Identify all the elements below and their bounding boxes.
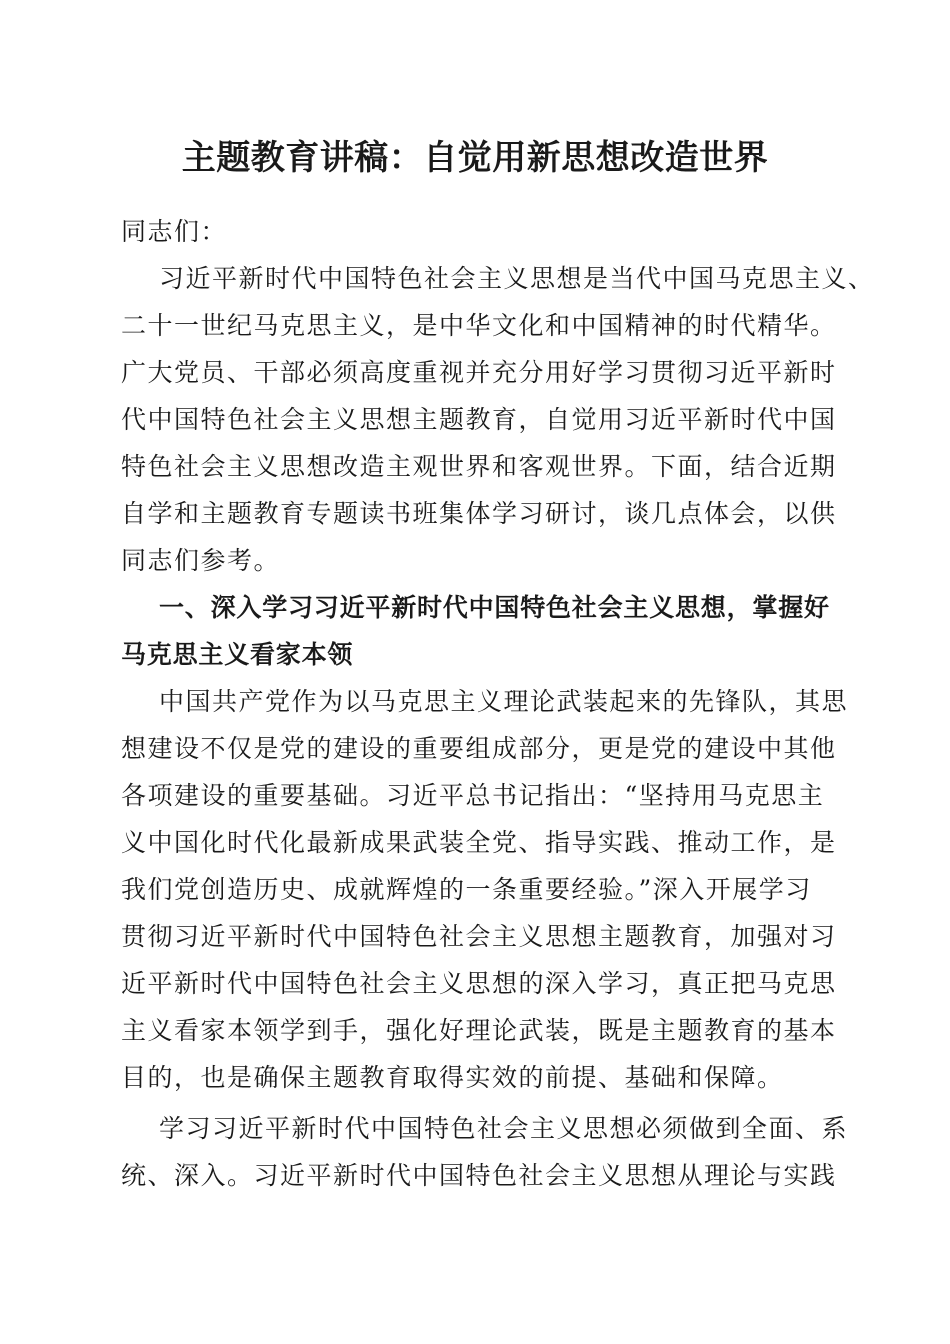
paragraph-line: 统、深入。习近平新时代中国特色社会主义思想从理论与实践: [121, 1161, 837, 1190]
paragraph-line: 二十一世纪马克思主义，是中华文化和中国精神的时代精华。: [121, 311, 837, 340]
document-body: [121, 208, 875, 1199]
paragraph-line: 近平新时代中国特色社会主义思想的深入学习，真正把马克思: [121, 969, 837, 998]
heading-line: 一、深入学习习近平新时代中国特色社会主义思想，掌握好: [159, 593, 830, 622]
paragraph-line: 贯彻习近平新时代中国特色社会主义思想主题教育，加强对习: [121, 922, 837, 951]
paragraph-line: 广大党员、干部必须高度重视并充分用好学习贯彻习近平新时: [121, 358, 837, 387]
paragraph-line: 主义看家本领学到手，强化好理论武装，既是主题教育的基本: [121, 1016, 837, 1045]
salutation: 同志们：: [121, 217, 228, 246]
paragraph-line: 习近平新时代中国特色社会主义思想是当代中国马克思主义、: [159, 264, 875, 293]
paragraph-line: 特色社会主义思想改造主观世界和客观世界。下面，结合近期: [121, 452, 837, 481]
paragraph-line: 中国共产党作为以马克思主义理论武装起来的先锋队，其思: [159, 687, 849, 716]
document-title: 主题教育讲稿：自觉用新思想改造世界: [181, 138, 769, 178]
paragraph-line: 同志们参考。: [121, 546, 281, 575]
paragraph-line: 代中国特色社会主义思想主题教育，自觉用习近平新时代中国: [121, 405, 837, 434]
body-paragraph: [121, 1105, 849, 1199]
paragraph-line: 学习习近平新时代中国特色社会主义思想必须做到全面、系: [159, 1114, 849, 1143]
intro-paragraph: [121, 255, 875, 584]
body-paragraph: [121, 678, 849, 1101]
paragraph-line: 目的，也是确保主题教育取得实效的前提、基础和保障。: [121, 1063, 784, 1092]
paragraph-line: 我们党创造历史、成就辉煌的一条重要经验。”深入开展学习: [121, 875, 812, 904]
paragraph-line: 义中国化时代化最新成果武装全党、指导实践、推动工作，是: [121, 828, 837, 857]
heading-line: 马克思主义看家本领: [121, 640, 354, 669]
paragraph-line: 自学和主题教育专题读书班集体学习研讨，谈几点体会，以供: [121, 499, 837, 528]
paragraph-line: 各项建设的重要基础。习近平总书记指出：“坚持用马克思主: [121, 781, 825, 810]
section-heading: [121, 584, 831, 678]
paragraph-line: 想建设不仅是党的建设的重要组成部分，更是党的建设中其他: [121, 734, 837, 763]
